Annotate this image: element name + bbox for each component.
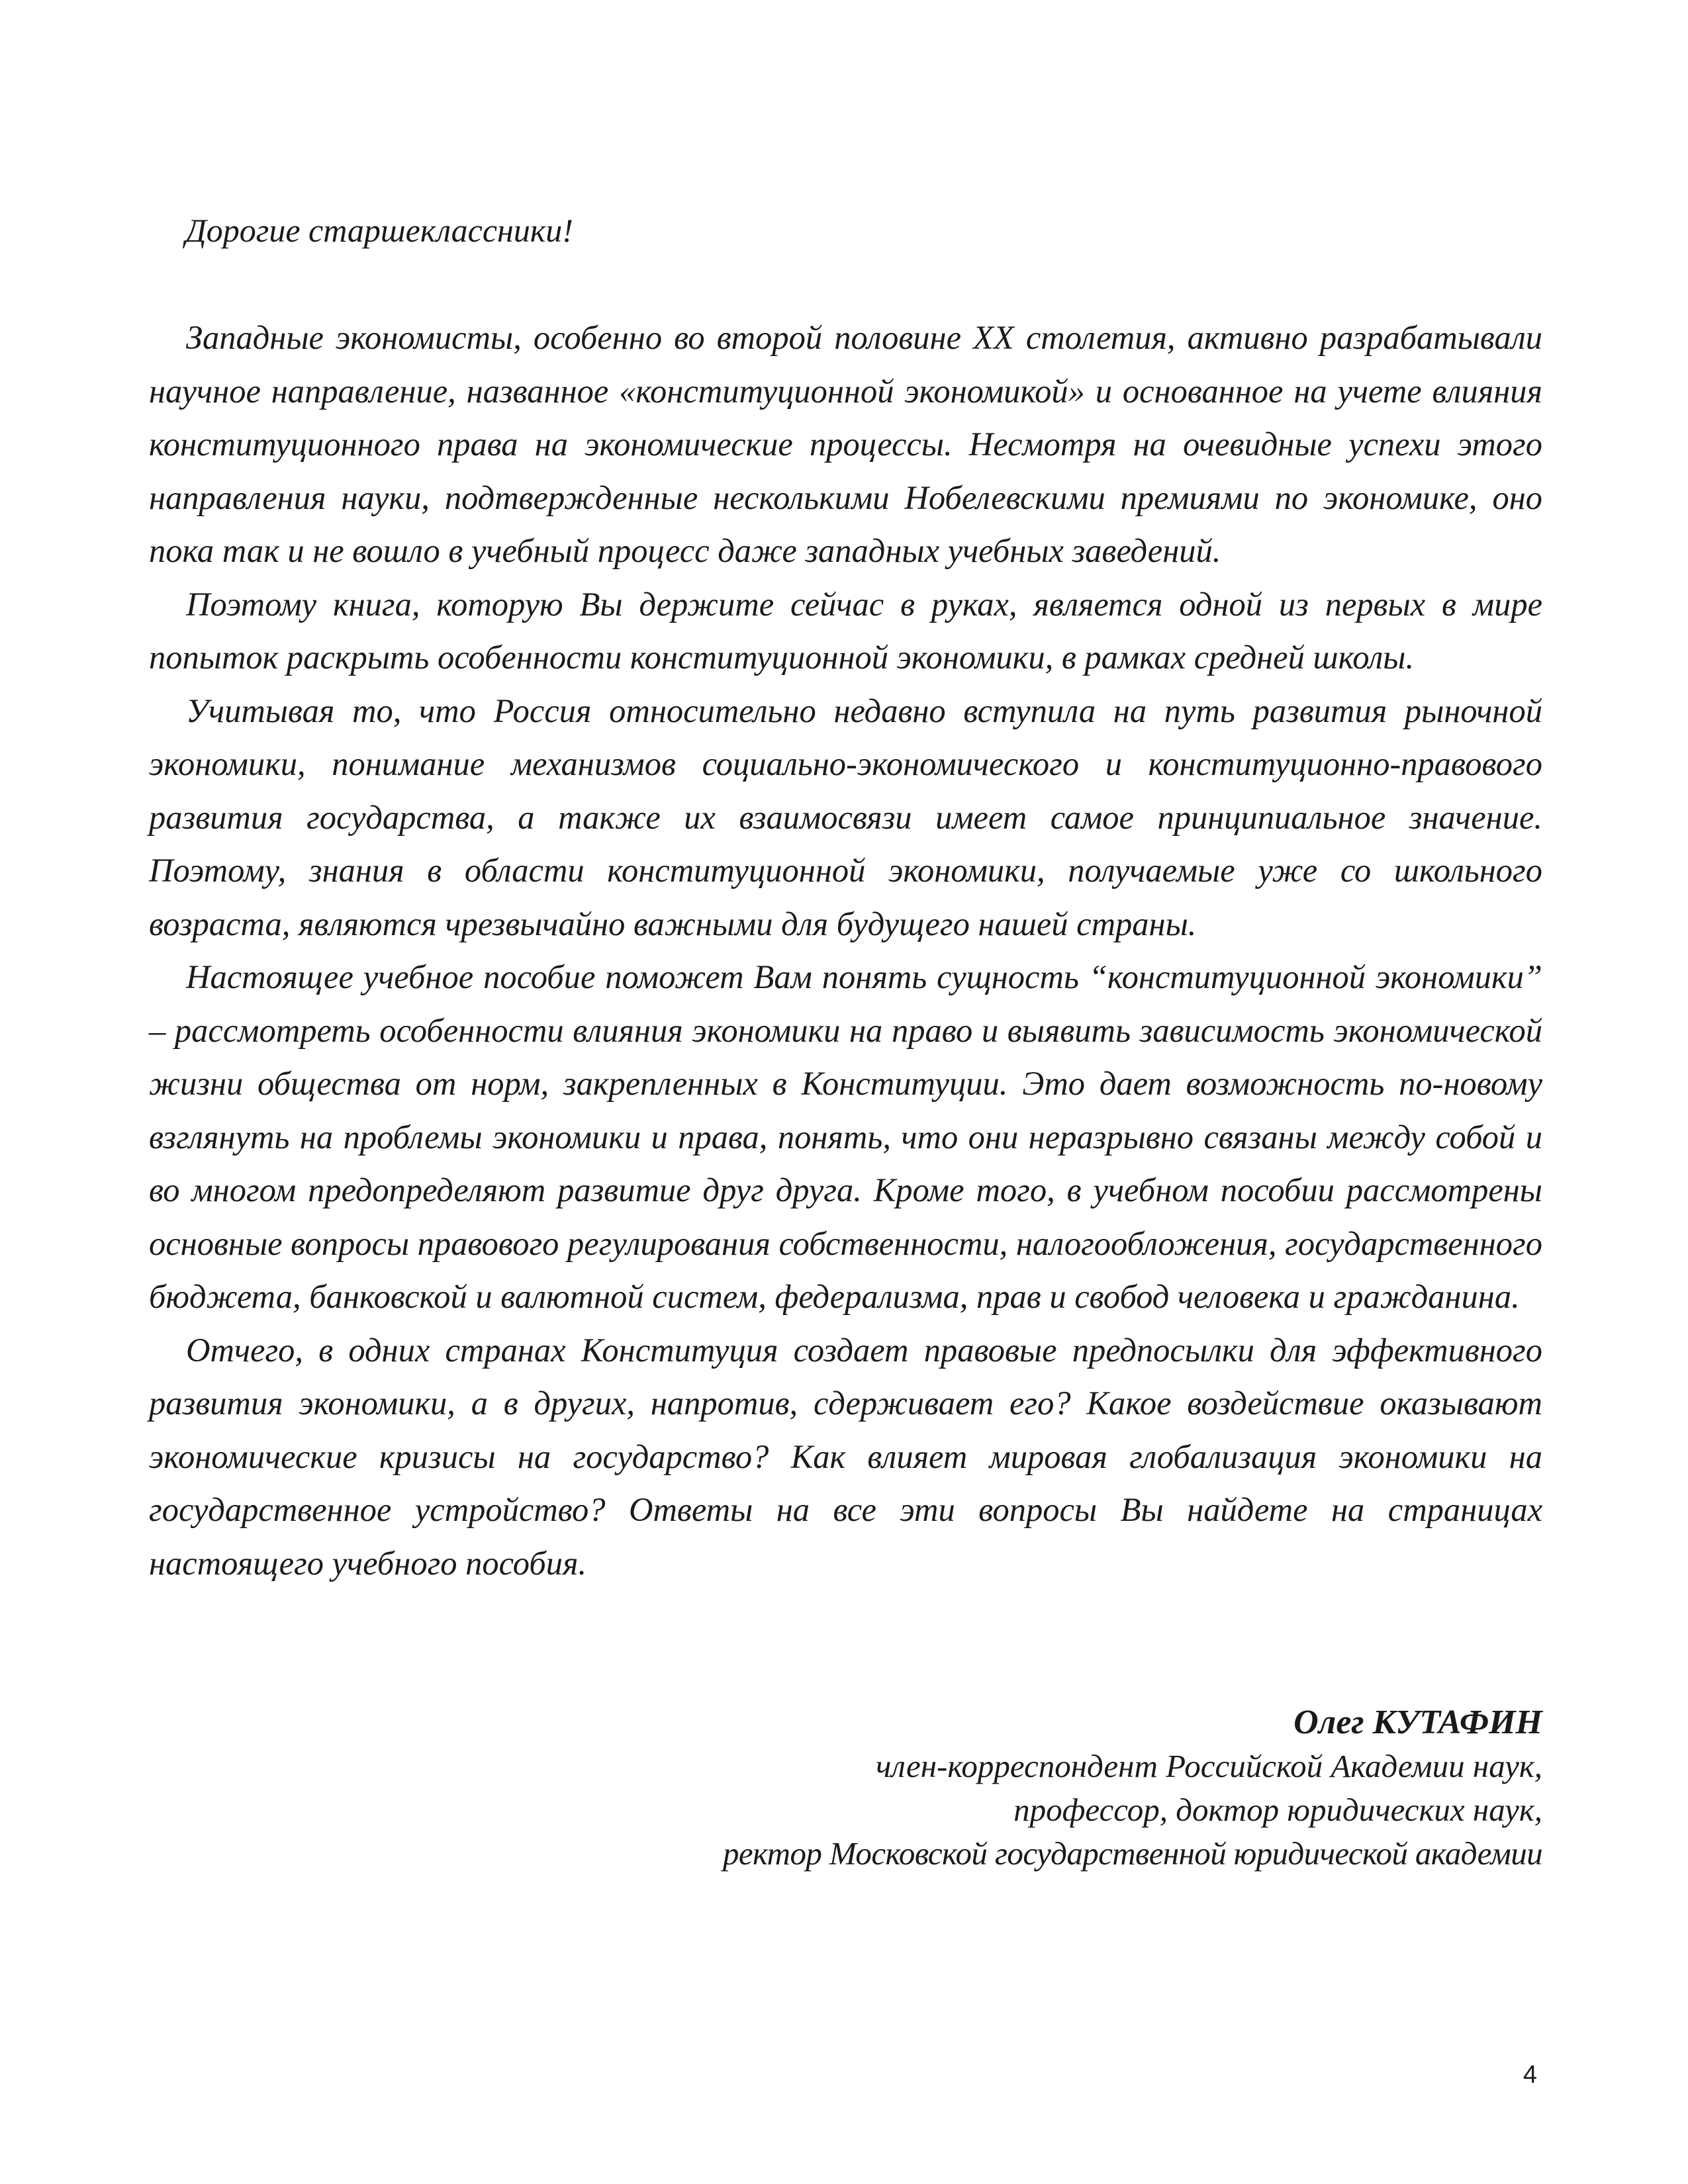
signature-block <box>616 1701 1542 1876</box>
author-title: ректор Московской государственной юридической академии <box>722 1835 1542 1872</box>
paragraph: Учитывая то, что Россия относительно недавно вступила на путь развития рыночной экономики, понимание механизмов социально-экономического и конституционно-правового развития государства, а также их взаимосвязи имеет самое принципиальное значение. Поэтому, знания в области конституционной экономики, получаемые уже со школьного возраста, являются чрезвычайно важными для будущего нашей страны. <box>149 692 1542 942</box>
paragraph: Западные экономисты, особенно во второй половине XX столетия, активно разрабатывали научное направление, названное «конституционной экономикой» и основанное на учете влияния конституционного права на экономические процессы. Несмотря на очевидные успехи этого направления науки, подтвержденные несколькими Нобелевскими премиями по экономике, оно пока так и не вошло в учебный процесс даже западных учебных заведений. <box>149 319 1542 569</box>
author-title: профессор, доктор юридических наук, <box>1013 1792 1542 1828</box>
salutation: Дорогие старшеклассники! <box>185 212 573 249</box>
author-name: Олег КУТАФИН <box>1293 1704 1542 1741</box>
body-text <box>149 311 1542 1590</box>
paragraph: Поэтому книга, которую Вы держите сейчас в руках, является одной из первых в мире попыток раскрыть особенности конституционной экономики, в рамках средней школы. <box>149 585 1542 676</box>
paragraph: Отчего, в одних странах Конституция создает правовые предпосылки для эффективного развития экономики, а в других, напротив, сдерживает его? Какое воздействие оказывают экономические кризисы на государство? Как влияет мировая глобализация экономики на государственное устройство? Ответы на все эти вопросы Вы найдете на страницах настоящего учебного пособия. <box>149 1331 1542 1582</box>
author-title: член-корреспондент Российской Академии наук, <box>876 1748 1542 1784</box>
page-number: 4 <box>1523 2061 1537 2089</box>
paragraph: Настоящее учебное пособие поможет Вам понять сущность “конституционной экономики” – рассмотреть особенности влияния экономики на право и выявить зависимость экономической жизни общества от норм, закрепленных в Конституции. Это дает возможность по-новому взглянуть на проблемы экономики и права, понять, что они неразрывно связаны между собой и во многом предопределяют развитие друг друга. Кроме того, в учебном пособии рассмотрены основные вопросы правового регулирования собственности, налогообложения, государственного бюджета, банковской и валютной систем, федерализма, прав и свобод человека и гражданина. <box>149 958 1542 1315</box>
